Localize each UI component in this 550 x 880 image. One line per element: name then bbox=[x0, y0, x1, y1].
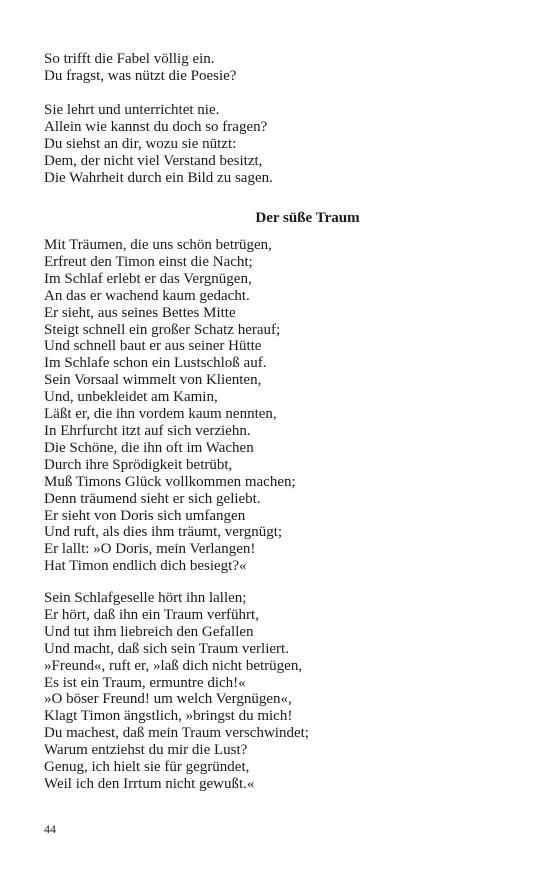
verse-line: Und schnell baut er aus seiner Hütte bbox=[44, 338, 262, 355]
verse-line: Er hört, daß ihn ein Traum verführt, bbox=[44, 606, 259, 623]
verse-line: Dem, der nicht viel Verstand besitzt, bbox=[44, 152, 263, 169]
verse-line: Sein Schlafgeselle hört ihn lallen; bbox=[44, 590, 247, 606]
verse-line: So trifft die Fabel völlig ein. bbox=[44, 51, 215, 67]
verse-line: Warum entziehst du mir die Lust? bbox=[44, 742, 248, 759]
verse-line: In Ehrfurcht itzt auf sich verziehn. bbox=[44, 422, 251, 439]
verse-line: Mit Träumen, die uns schön betrügen, bbox=[44, 237, 272, 253]
verse-line: Es ist ein Traum, ermuntre dich!« bbox=[44, 674, 246, 691]
verse-line: Hat Timon endlich dich besiegt?« bbox=[44, 558, 247, 575]
verse-line: Denn träumend sieht er sich geliebt. bbox=[44, 490, 261, 507]
stanza bbox=[44, 237, 514, 575]
verse-line: Die Schöne, die ihn oft im Wachen bbox=[44, 439, 254, 456]
verse-line: Sie lehrt und unterrichtet nie. bbox=[44, 102, 220, 118]
verse-line: Muß Timons Glück vollkommen machen; bbox=[44, 473, 296, 490]
verse-line: Im Schlaf erlebt er das Vergnügen, bbox=[44, 270, 252, 287]
verse-line: Allein wie kannst du doch so fragen? bbox=[44, 118, 268, 135]
verse-line: Er sieht, aus seines Bettes Mitte bbox=[44, 304, 236, 321]
verse-line: Er lallt: »O Doris, mein Verlangen! bbox=[44, 541, 256, 558]
stanza bbox=[44, 590, 514, 793]
verse-line: Du machest, daß mein Traum verschwindet; bbox=[44, 725, 309, 742]
verse-line: Und ruft, als dies ihm träumt, vergnügt; bbox=[44, 524, 283, 541]
verse-line: »O böser Freund! um welch Vergnügen«, bbox=[44, 691, 292, 708]
verse-line: Steigt schnell ein großer Schatz herauf; bbox=[44, 321, 281, 338]
verse-line: Er sieht von Doris sich umfangen bbox=[44, 507, 246, 524]
verse-line: Im Schlafe schon ein Lustschloß auf. bbox=[44, 355, 267, 372]
verse-line: Und tut ihm liebreich den Gefallen bbox=[44, 623, 254, 640]
verse-line: Die Wahrheit durch ein Bild zu sagen. bbox=[44, 169, 273, 186]
verse-line: Und macht, daß sich sein Traum verliert. bbox=[44, 640, 289, 657]
verse-line: Klagt Timon ängstlich, »bringst du mich! bbox=[44, 708, 293, 725]
verse-line: Durch ihre Sprödigkeit betrübt, bbox=[44, 456, 233, 473]
verse-line: Weil ich den Irrtum nicht gewußt.« bbox=[44, 775, 255, 792]
verse-line: »Freund«, ruft er, »laß dich nicht betrügen, bbox=[44, 657, 303, 674]
verse-line: Du siehst an dir, wozu sie nützt: bbox=[44, 135, 237, 152]
verse-line: Läßt er, die ihn vordem kaum nennten, bbox=[44, 406, 277, 423]
verse-line: Sein Vorsaal wimmelt von Klienten, bbox=[44, 372, 262, 389]
stanza bbox=[44, 51, 514, 85]
verse-line: Erfreut den Timon einst die Nacht; bbox=[44, 253, 253, 270]
page-number: 44 bbox=[44, 822, 56, 836]
stanza bbox=[44, 102, 514, 187]
verse-line: Du fragst, was nützt die Poesie? bbox=[44, 67, 237, 84]
poem-title: Der süße Traum bbox=[255, 210, 360, 226]
verse-line: Genug, ich hielt sie für gegründet, bbox=[44, 759, 250, 776]
verse-line: Und, unbekleidet am Kamin, bbox=[44, 389, 218, 406]
verse-line: An das er wachend kaum gedacht. bbox=[44, 287, 250, 304]
